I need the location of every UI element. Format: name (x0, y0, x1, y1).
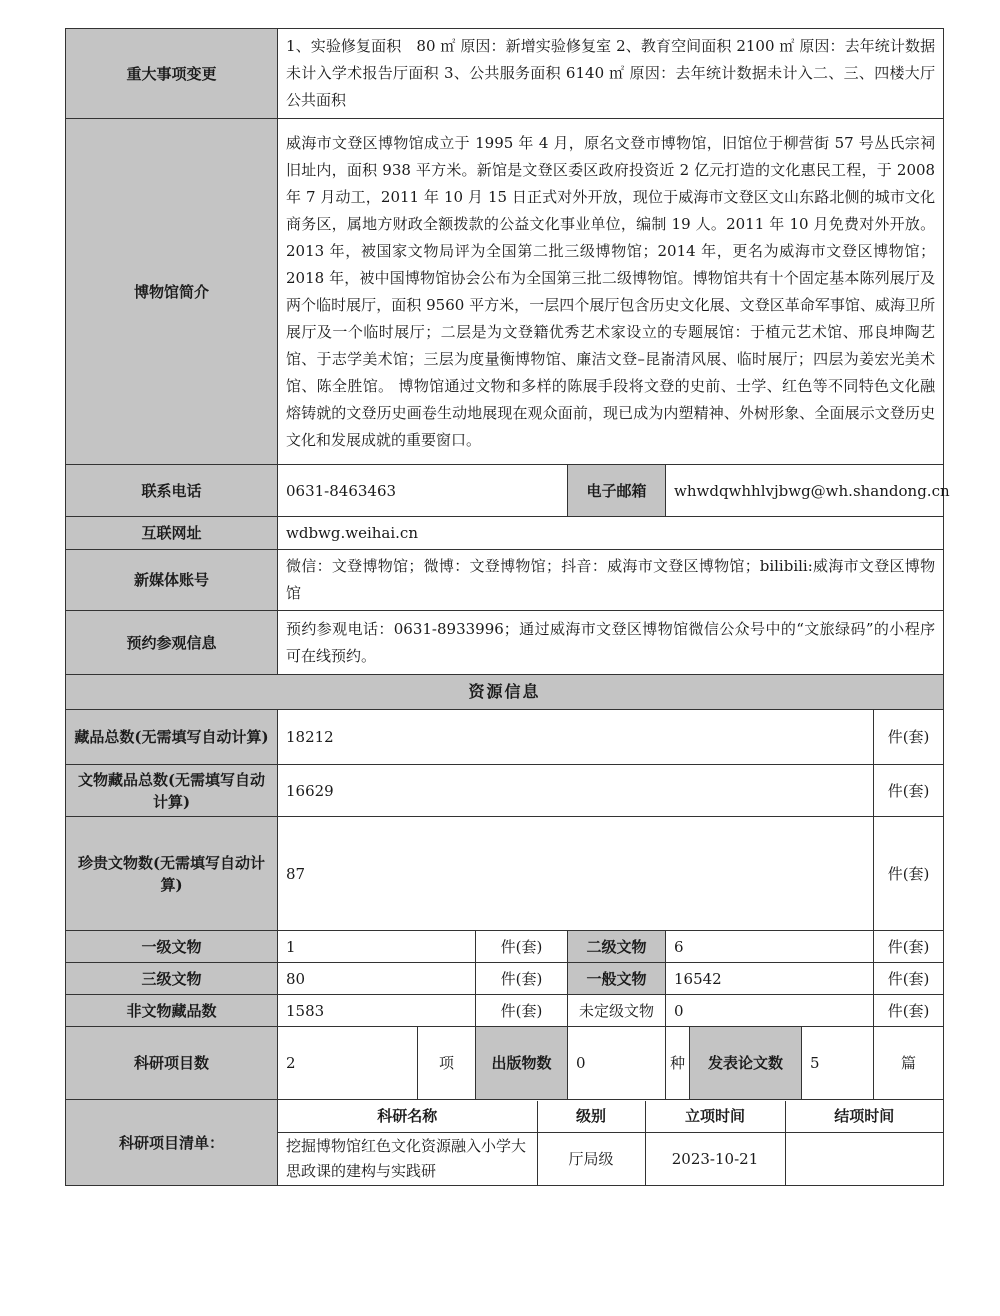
ungraded-label: 未定级文物 (568, 995, 666, 1027)
header-end: 结项时间 (785, 1101, 943, 1133)
grade2-label: 二级文物 (568, 931, 666, 963)
precious-row (66, 817, 944, 931)
precious-value: 87 (278, 817, 874, 931)
research-count-unit: 项 (418, 1027, 476, 1100)
resources-section-title: 资源信息 (66, 675, 944, 710)
museum-info-form (65, 28, 950, 1186)
nonrelic-value: 1583 (278, 995, 476, 1027)
grade3-value: 80 (278, 963, 476, 995)
research-list-table (278, 1101, 943, 1185)
table-row (278, 1133, 943, 1185)
phone-label: 联系电话 (66, 465, 278, 517)
major-change-text: 1、实验修复面积 80 ㎡ 原因：新增实验修复室 2、教育空间面积 2100 ㎡ 原因：去年统计数据未计入学术报告厅面积 3、公共服务面积 6140 ㎡ 原因：去年统计数据未计入二、三、四楼大厅公共面积 (278, 29, 944, 119)
website-value: wdbwg.weihai.cn (278, 517, 944, 550)
email-label: 电子邮箱 (568, 465, 666, 517)
grade3-label: 三级文物 (66, 963, 278, 995)
research-count-value: 2 (278, 1027, 418, 1100)
precious-unit: 件(套) (874, 817, 944, 931)
website-row (66, 517, 944, 550)
publication-label: 出版物数 (476, 1027, 568, 1100)
total-label: 藏品总数(无需填写自动计算) (66, 710, 278, 765)
phone-value: 0631-8463463 (278, 465, 568, 517)
research-list-row (66, 1100, 944, 1186)
grade2-value: 6 (666, 931, 874, 963)
general-value: 16542 (666, 963, 874, 995)
research-end (785, 1133, 943, 1185)
grade12-row (66, 931, 944, 963)
grade3-unit: 件(套) (476, 963, 568, 995)
booking-label: 预约参观信息 (66, 611, 278, 675)
grade1-value: 1 (278, 931, 476, 963)
precious-label: 珍贵文物数(无需填写自动计算) (66, 817, 278, 931)
intro-label: 博物馆简介 (66, 119, 278, 465)
total-value: 18212 (278, 710, 874, 765)
grade2-unit: 件(套) (874, 931, 944, 963)
publication-unit: 种 (666, 1027, 690, 1100)
ungraded-value: 0 (666, 995, 874, 1027)
relic-total-row (66, 765, 944, 817)
research-level: 厅局级 (537, 1133, 645, 1185)
relic-total-unit: 件(套) (874, 765, 944, 817)
paper-label: 发表论文数 (690, 1027, 802, 1100)
major-change-label: 重大事项变更 (66, 29, 278, 119)
contact-row (66, 465, 944, 517)
info-table (65, 28, 950, 1186)
research-list-label: 科研项目清单： (66, 1100, 278, 1186)
paper-unit: 篇 (874, 1027, 944, 1100)
grade1-unit: 件(套) (476, 931, 568, 963)
general-label: 一般文物 (568, 963, 666, 995)
relic-total-label: 文物藏品总数(无需填写自动计算) (66, 765, 278, 817)
ungraded-unit: 件(套) (874, 995, 944, 1027)
intro-text: 威海市文登区博物馆成立于 1995 年 4 月，原名文登市博物馆，旧馆位于柳营街 57 号丛氏宗祠旧址内，面积 938 平方米。新馆是文登区委区政府投资近 2 亿元打造的文化惠民工程，于 2008 年 7 月动工，2011 年 10 月 15 日正式对外开放，现位于威海市文登区文山东路北侧的城市文化商务区，属地方财政全额拨款的公益文化事业单位，编制 19 人。2011 年 10 月免费对外开放。2013 年，被国家文物局评为全国第二批三级博物馆；2014 年，更名为威海市文登区博物馆；2018 年，被中国博物馆协会公布为全国第三批二级博物馆。博物馆共有十个固定基本陈列展厅及两个临时展厅，面积 9560 平方米，一层四个展厅包含历史文化展、文登区革命军事馆、威海卫所展厅及一个临时展厅；二层是为文登籍优秀艺术家设立的专题展馆：于植元艺术馆、邢良坤陶艺馆、于志学美术馆；三层为度量衡博物馆、廉洁文登–昆嵛清风展、临时展厅；四层为姜宏光美术馆、陈全胜馆。 博物馆通过文物和多样的陈展手段将文登的史前、士学、红色等不同特色文化融熔铸就的文登历史画卷生动地展现在观众面前，现已成为内塑精神、外树形象、全面展示文登历史文化和发展成就的重要窗口。 (278, 119, 944, 465)
publication-value: 0 (568, 1027, 666, 1100)
research-list-header (278, 1101, 943, 1133)
total-unit: 件(套) (874, 710, 944, 765)
nonrelic-unit: 件(套) (476, 995, 568, 1027)
resources-header-row (66, 675, 944, 710)
intro-row (66, 119, 944, 465)
research-count-row (66, 1027, 944, 1100)
header-level: 级别 (537, 1101, 645, 1133)
paper-value: 5 (802, 1027, 874, 1100)
header-name: 科研名称 (278, 1101, 537, 1133)
total-row (66, 710, 944, 765)
media-label: 新媒体账号 (66, 550, 278, 611)
media-text: 微信：文登博物馆；微博：文登博物馆；抖音：威海市文登区博物馆；bilibili:威海市文登区博物馆 (278, 550, 944, 611)
general-unit: 件(套) (874, 963, 944, 995)
nonrelic-label: 非文物藏品数 (66, 995, 278, 1027)
research-start: 2023-10-21 (645, 1133, 785, 1185)
research-name: 挖掘博物馆红色文化资源融入小学大思政课的建构与实践研 (278, 1133, 537, 1185)
header-start: 立项时间 (645, 1101, 785, 1133)
major-change-row (66, 29, 944, 119)
booking-row (66, 611, 944, 675)
booking-text: 预约参观电话：0631-8933996；通过威海市文登区博物馆微信公众号中的“文旅绿码”的小程序可在线预约。 (278, 611, 944, 675)
nonrelic-row (66, 995, 944, 1027)
email-value: whwdqwhhlvjbwg@wh.shandong.cn (666, 465, 944, 517)
website-label: 互联网址 (66, 517, 278, 550)
grade3-general-row (66, 963, 944, 995)
relic-total-value: 16629 (278, 765, 874, 817)
research-count-label: 科研项目数 (66, 1027, 278, 1100)
media-row (66, 550, 944, 611)
grade1-label: 一级文物 (66, 931, 278, 963)
